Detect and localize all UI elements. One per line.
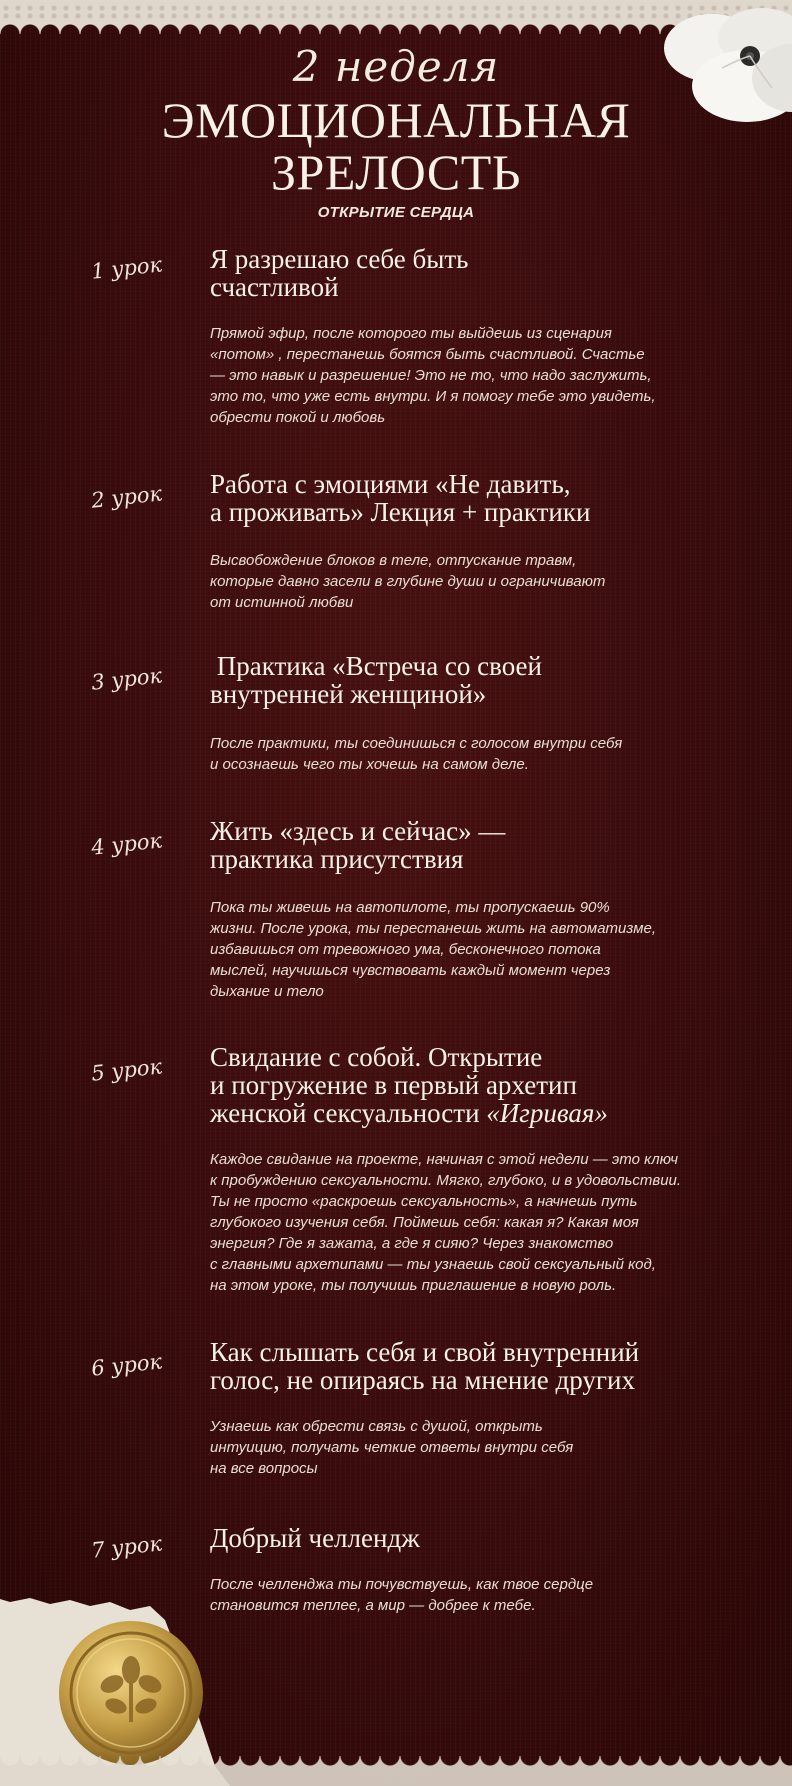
lesson-title [210, 1043, 770, 1127]
lesson-title-line: Жить «здесь и сейчас» — [210, 816, 506, 846]
page-title-line-1: ЭМОЦИОНАЛЬНАЯ [161, 92, 631, 148]
lesson-title [210, 470, 770, 526]
lesson-description-line: жизни. После урока, ты перестанешь жить на автоматизме, [210, 920, 656, 937]
lesson-description [210, 897, 750, 1002]
lesson-description-line: Пока ты живешь на автопилоте, ты пропускаешь 90% [210, 899, 610, 916]
lesson-description-line: на все вопросы [210, 1460, 318, 1477]
lesson-description [210, 1574, 750, 1616]
lesson-number: 7 урок [90, 1531, 164, 1563]
lesson-description-line: с главными архетипами — ты узнаешь свой сексуальный код, [210, 1256, 656, 1273]
lesson-description-line: дыхание и тело [210, 983, 324, 1000]
lesson-description-line: После челленджа ты почувствуешь, как твое сердце [210, 1576, 594, 1593]
lesson-title [210, 1524, 770, 1552]
lesson-description-line: Прямой эфир, после которого ты выйдешь из сценария [210, 325, 612, 342]
lesson-description-line: Узнаешь как обрести связь с душой, открыть [210, 1418, 543, 1435]
lesson-number: 4 урок [90, 828, 164, 860]
week-label: 2 неделя [292, 42, 500, 91]
lesson-description-line: — это навык и разрешение! Это не то, что надо заслужить, [210, 367, 652, 384]
lesson-description-line: Каждое свидание на проекте, начиная с этой недели — это ключ [210, 1151, 679, 1168]
lesson-title-line: Практика «Встреча со своей [210, 651, 542, 681]
lesson-description-line: интуицию, получать четкие ответы внутри себя [210, 1439, 574, 1456]
lesson-description-line: мыслей, научишься чувствовать каждый момент через [210, 962, 611, 979]
lesson-description-line: это то, что уже есть внутри. И я помогу тебе это увидеть, [210, 388, 656, 405]
lesson-title-line: Добрый челлендж [210, 1523, 420, 1553]
page-title [0, 94, 792, 198]
lesson-description-line: становится теплее, а мир — добрее к тебе. [210, 1597, 536, 1614]
lesson-title [210, 817, 770, 873]
lesson-title-line: а проживать» Лекция + практики [210, 497, 591, 527]
lesson-title-line: и погружение в первый архетип [210, 1070, 577, 1100]
lesson-title-line [210, 1099, 770, 1127]
lesson-number: 3 урок [90, 663, 164, 695]
lesson-description-line: которые давно засели в глубине души и ограничивают [210, 573, 606, 590]
lesson-title [210, 245, 770, 301]
lesson-title-line: внутренней женщиной» [210, 679, 487, 709]
lesson-number: 2 урок [90, 481, 164, 513]
lesson-title-line: практика присутствия [210, 844, 464, 874]
lesson-description [210, 323, 750, 428]
lesson-title-line: голос, не опираясь на мнение других [210, 1365, 635, 1395]
lesson-description-line: и осознаешь чего ты хочешь на самом деле. [210, 756, 529, 773]
lesson-title-line: Как слышать себя и свой внутренний [210, 1337, 640, 1367]
gold-wax-seal-icon [56, 1618, 206, 1768]
lesson-description-line: «потом» , перестанешь боятся быть счастливой. Счастье [210, 346, 645, 363]
lesson-description [210, 733, 750, 775]
lesson-title-italic: «Игривая» [486, 1098, 608, 1128]
lesson-title-line: Работа с эмоциями «Не давить, [210, 469, 571, 499]
lesson-description-line: Высвобождение блоков в теле, отпускание травм, [210, 552, 577, 569]
lesson-number: 1 урок [90, 252, 164, 284]
lesson-description-line: Ты не просто «раскроешь сексуальность», а начнешь путь [210, 1193, 638, 1210]
page-title-line-2: ЗРЕЛОСТЬ [271, 144, 521, 200]
lesson-description-line: к пробуждению сексуальности. Мягко, глубоко, и в удовольствии. [210, 1172, 682, 1189]
page-header [0, 42, 792, 221]
lesson-description [210, 550, 750, 613]
lesson-description-line: избавишься от тревожного ума, бесконечного потока [210, 941, 601, 958]
lesson-number: 5 урок [90, 1054, 164, 1086]
page-subtitle: ОТКРЫТИЕ СЕРДЦА [317, 204, 475, 221]
lesson-description-line: энергия? Где я зажата, а где я сияю? Через знакомство [210, 1235, 614, 1252]
lesson-title [210, 1338, 770, 1394]
lesson-title-line: Свидание с собой. Открытие [210, 1042, 543, 1072]
lesson-title-text: женской сексуальности [210, 1098, 487, 1128]
lesson-description-line: от истинной любви [210, 594, 354, 611]
lesson-number: 6 урок [90, 1349, 164, 1381]
lesson-title-line: Я разрешаю себе быть [210, 244, 469, 274]
lesson-description-line: обрести покой и любовь [210, 409, 386, 426]
lesson-description-line: После практики, ты соединишься с голосом внутри себя [210, 735, 623, 752]
bottom-lace-decoration [0, 1756, 792, 1786]
lesson-title [210, 652, 770, 708]
lesson-description [210, 1416, 750, 1479]
lesson-title-line: счастливой [210, 272, 339, 302]
lesson-description [210, 1149, 770, 1296]
lesson-description-line: глубокого изучения себя. Поймешь себя: какая я? Какая моя [210, 1214, 639, 1231]
lesson-description-line: на этом уроке, ты получишь приглашение в новую роль. [210, 1277, 617, 1294]
